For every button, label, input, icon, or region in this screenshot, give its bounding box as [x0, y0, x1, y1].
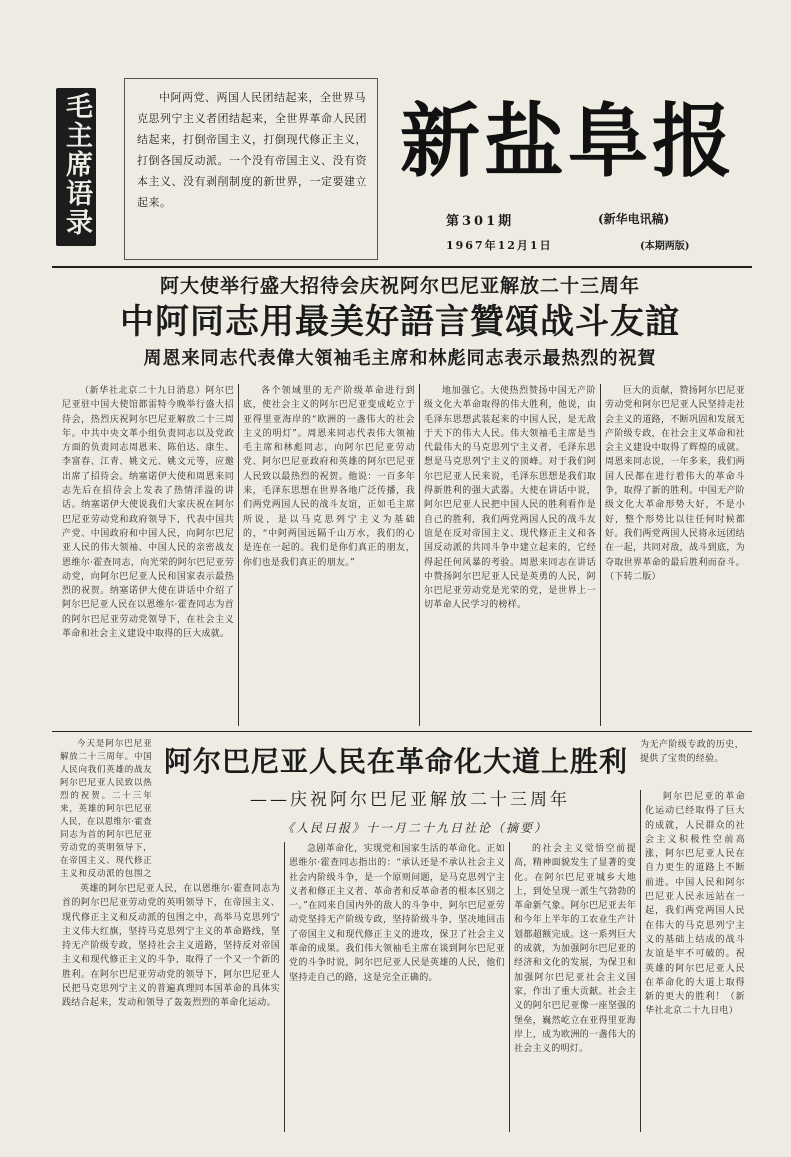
- editorial-paragraph-2: 急剧革命化，实现党和国家生活的革命化。正如恩维尔·霍查同志指出的：“承认还是不承认社会主义社会内阶级斗争，是一个原则问题，是马克思列宁主义者和修正主义者、革命者和反革命者的根本区别之一。”在同来自国内外的敌人的斗争中，阿尔巴尼亚劳动党坚持无产阶级专政，坚持阶级斗争，坚决地回击了帝国主义和现代修正主义的进攻，保卫了社会主义革命的成果。我们伟大领袖毛主席在谈到阿尔巴尼亚党的斗争时说，阿尔巴尼亚人民是英雄的人民，他们坚持走自己的路，这是完全正确的。: [289, 844, 505, 983]
- lead-column-1: [62, 384, 234, 726]
- editorial-right-top: [640, 738, 744, 786]
- issue-number: 第301期: [446, 214, 515, 228]
- lead-kicker: 阿大使举行盛大招待会庆祝阿尔巴尼亚解放二十三周年: [159, 275, 640, 297]
- lead-paragraph-2: 各个领域里的无产阶级革命进行到底，使社会主义的阿尔巴尼亚变成屹立于亚得里亚海岸的“欧洲的一盏伟大的社会主义的明灯”。周恩来同志代表伟大领袖毛主席和林彪同志，向阿尔巴尼亚劳动党、阿尔巴尼亚政府和英雄的阿尔巴尼亚人民致以最热烈的祝贺。他说：一百多年来，毛泽东思想在世界各地广泛传播，我们两党两国人民的战斗友谊，正如毛主席所说，是以马克思列宁主义为基础的，“中阿两国远隔千山万水，我们的心是连在一起的。我们是你们真正的朋友，你们也是我们真正的朋友。”: [243, 386, 415, 568]
- motto-banner-text: 毛主席语录: [61, 92, 92, 237]
- editorial-byline: 《人民日报》十一月二十九日社论（摘要）: [281, 821, 548, 835]
- lead-paragraph-3: 地加强它。大使热烈赞扬中国无产阶级文化大革命取得的伟大胜利，他说，由毛泽东思想武装起来的中国人民，是无敌于天下的伟大人民。伟大领袖毛主席是当代最伟大的马克思列宁主义者，毛泽东思想是马克思列宁主义的顶峰。对于我们阿尔巴尼亚人民来说，毛泽东思想是我们取得新胜利的强大武器。大使在讲话中说，阿尔巴尼亚人民把中国人民的胜利看作是自己的胜利，我们两党两国人民的战斗友谊是在反对帝国主义、现代修正主义和各国反动派的共同斗争中建立起来的，它经得起任何风暴的考验。周恩来同志在讲话中赞扬阿尔巴尼亚人民是英勇的人民，阿尔巴尼亚劳动党是光荣的党，是世界上一切革命人民学习的榜样。: [424, 386, 596, 611]
- column-rule: [284, 842, 285, 1132]
- masthead-divider: [52, 266, 752, 268]
- editorial-right-top-text: 为无产阶级专政的历史，提供了宝贵的经验。: [640, 740, 744, 764]
- editorial-column-4: [645, 790, 745, 1132]
- editorial-lead-in: [60, 738, 152, 878]
- editorial-column-3: [514, 842, 636, 1132]
- lead-paragraph-1: （新华社北京二十九日消息）阿尔巴尼亚驻中国大使馆都雷特今晚举行盛大招待会，热烈庆祝阿尔巴尼亚解放二十三周年。中共中央文革小组负责同志以及党政方面的负责同志周恩来、陈伯达、康生、李富春、江青、姚文元、姚文元等，应邀出席了招待会。纳塞诺伊大使和周恩来同志先后在招待会上发表了热情洋溢的讲话。纳塞诺伊大使说我们大家庆祝在阿尔巴尼亚劳动党和政府领导下，代表中国共产党、中国政府和中国人民，向阿尔巴尼亚人民的伟大领袖、中国人民的亲密战友恩维尔·霍查同志，向光荣的阿尔巴尼亚劳动党，向阿尔巴尼亚人民和国家表示最热烈的祝贺。纳塞诺伊大使在讲话中介绍了阿尔巴尼亚人民在以恩维尔·霍查同志为首的阿尔巴尼亚劳动党领导下，在社会主义革命和社会主义建设中取得的巨大成就。: [62, 386, 234, 640]
- editorial-paragraph-3: 的社会主义觉悟空前提高，精神面貌发生了显著的变化。在阿尔巴尼亚城乡大地上，到处呈现一派生气勃勃的革命新气象。阿尔巴尼亚去年和今年上半年的工农业生产计划都超额完成。这一系列巨大的成就，为加强阿尔巴尼亚的经济和文化的发展，为保卫和加强阿尔巴尼亚社会主义国家，作出了重大贡献。社会主义的阿尔巴尼亚像一座坚强的堡垒，巍然屹立在亚得里亚海岸上，成为欧洲的一盏伟大的社会主义的明灯。: [514, 844, 636, 1055]
- column-rule: [419, 384, 420, 726]
- editorial-column-2: [289, 842, 505, 1132]
- motto-banner: [56, 88, 96, 246]
- lead-headline: 中阿同志用最美好語言贊頌战斗友誼: [120, 302, 680, 342]
- editorial-lead-in-text: 今天是阿尔巴尼亚解放二十三周年。中国人民向我们英雄的战友阿尔巴尼亚人民致以热烈的祝贺。二十三年来，英雄的阿尔巴尼亚人民，在以恩维尔·霍查同志为首的阿尔巴尼亚劳动党的英明领导下，在帝国主义、现代修正主义和反动派的包围之: [60, 739, 152, 878]
- editorial-paragraph-1: 英雄的阿尔巴尼亚人民，在以恩维尔·霍查同志为首的阿尔巴尼亚劳动党的英明领导下，在帝国主义、现代修正主义和反动派的包围之中，高举马克思列宁主义伟大红旗，坚持马克思列宁主义的革命路线，坚持无产阶级专政，坚持社会主义道路，坚持反对帝国主义和现代修正主义的斗争，取得了一个又一个新的胜利。在阿尔巴尼亚劳动党的领导下，阿尔巴尼亚人民把马克思列宁主义的普遍真理同本国革命的具体实践结合起来，发动和领导了轰轰烈烈的革命化运动。: [62, 884, 280, 1009]
- lead-column-2: [243, 384, 415, 726]
- column-rule: [509, 842, 510, 1132]
- newspaper-title: 新盐阜报: [400, 95, 736, 188]
- lead-subhead: 周恩来同志代表偉大領袖毛主席和林彪同志表示最热烈的祝賀: [143, 348, 657, 369]
- column-rule: [238, 384, 239, 726]
- column-rule: [600, 384, 601, 726]
- editorial-column-1: [62, 882, 280, 1132]
- issue-date: 1967年12月1日: [446, 239, 553, 252]
- wire-source: (新华电讯稿): [598, 212, 670, 226]
- editorial-paragraph-4: 阿尔巴尼亚的革命化运动已经取得了巨大的成就，人民群众的社会主义积极性空前高涨，阿尔巴尼亚人民在自力更生的道路上不断前进。中国人民和阿尔巴尼亚人民永远站在一起，我们两党两国人民在伟大的马克思列宁主义的基础上结成的战斗友谊是牢不可破的。祝英雄的阿尔巴尼亚人民在革命化的大道上取得新的更大的胜利！（新华社北京二十九日电）: [645, 792, 745, 1017]
- editorial-subhead: ——庆祝阿尔巴尼亚解放二十三周年: [250, 790, 570, 810]
- lead-column-3: [424, 384, 596, 726]
- column-rule: [640, 790, 641, 1132]
- masthead-quote-box: [124, 78, 378, 260]
- lead-paragraph-4: 巨大的贡献，赞扬阿尔巴尼亚劳动党和阿尔巴尼亚人民坚持走社会主义的道路，不断巩固和发展无产阶级专政，在社会主义革命和社会主义建设中取得了辉煌的成就。周恩来同志说，一年多来，我们两国人民都在进行着伟大的革命斗争，取得了新的胜利。中国无产阶级文化大革命形势大好，不是小好，整个形势比以往任何时候都好。我们两党两国人民将永远团结在一起，共同对敌，战斗到底，为夺取世界革命的最后胜利而奋斗。（下转二版）: [605, 386, 745, 582]
- editorial-headline: 阿尔巴尼亚人民在革命化大道上胜利: [163, 745, 628, 778]
- lead-column-4: [605, 384, 745, 726]
- section-divider: [52, 731, 752, 732]
- page-count: (本期两版): [640, 241, 690, 252]
- chairman-mao-quote: 中阿两党、两国人民团结起来，全世界马克思列宁主义者团结起来，全世界革命人民团结起来，打倒帝国主义，打倒现代修正主义，打倒各国反动派。一个没有帝国主义、没有资本主义、没有剥削制度的新世界，一定要建立起来。: [137, 91, 367, 209]
